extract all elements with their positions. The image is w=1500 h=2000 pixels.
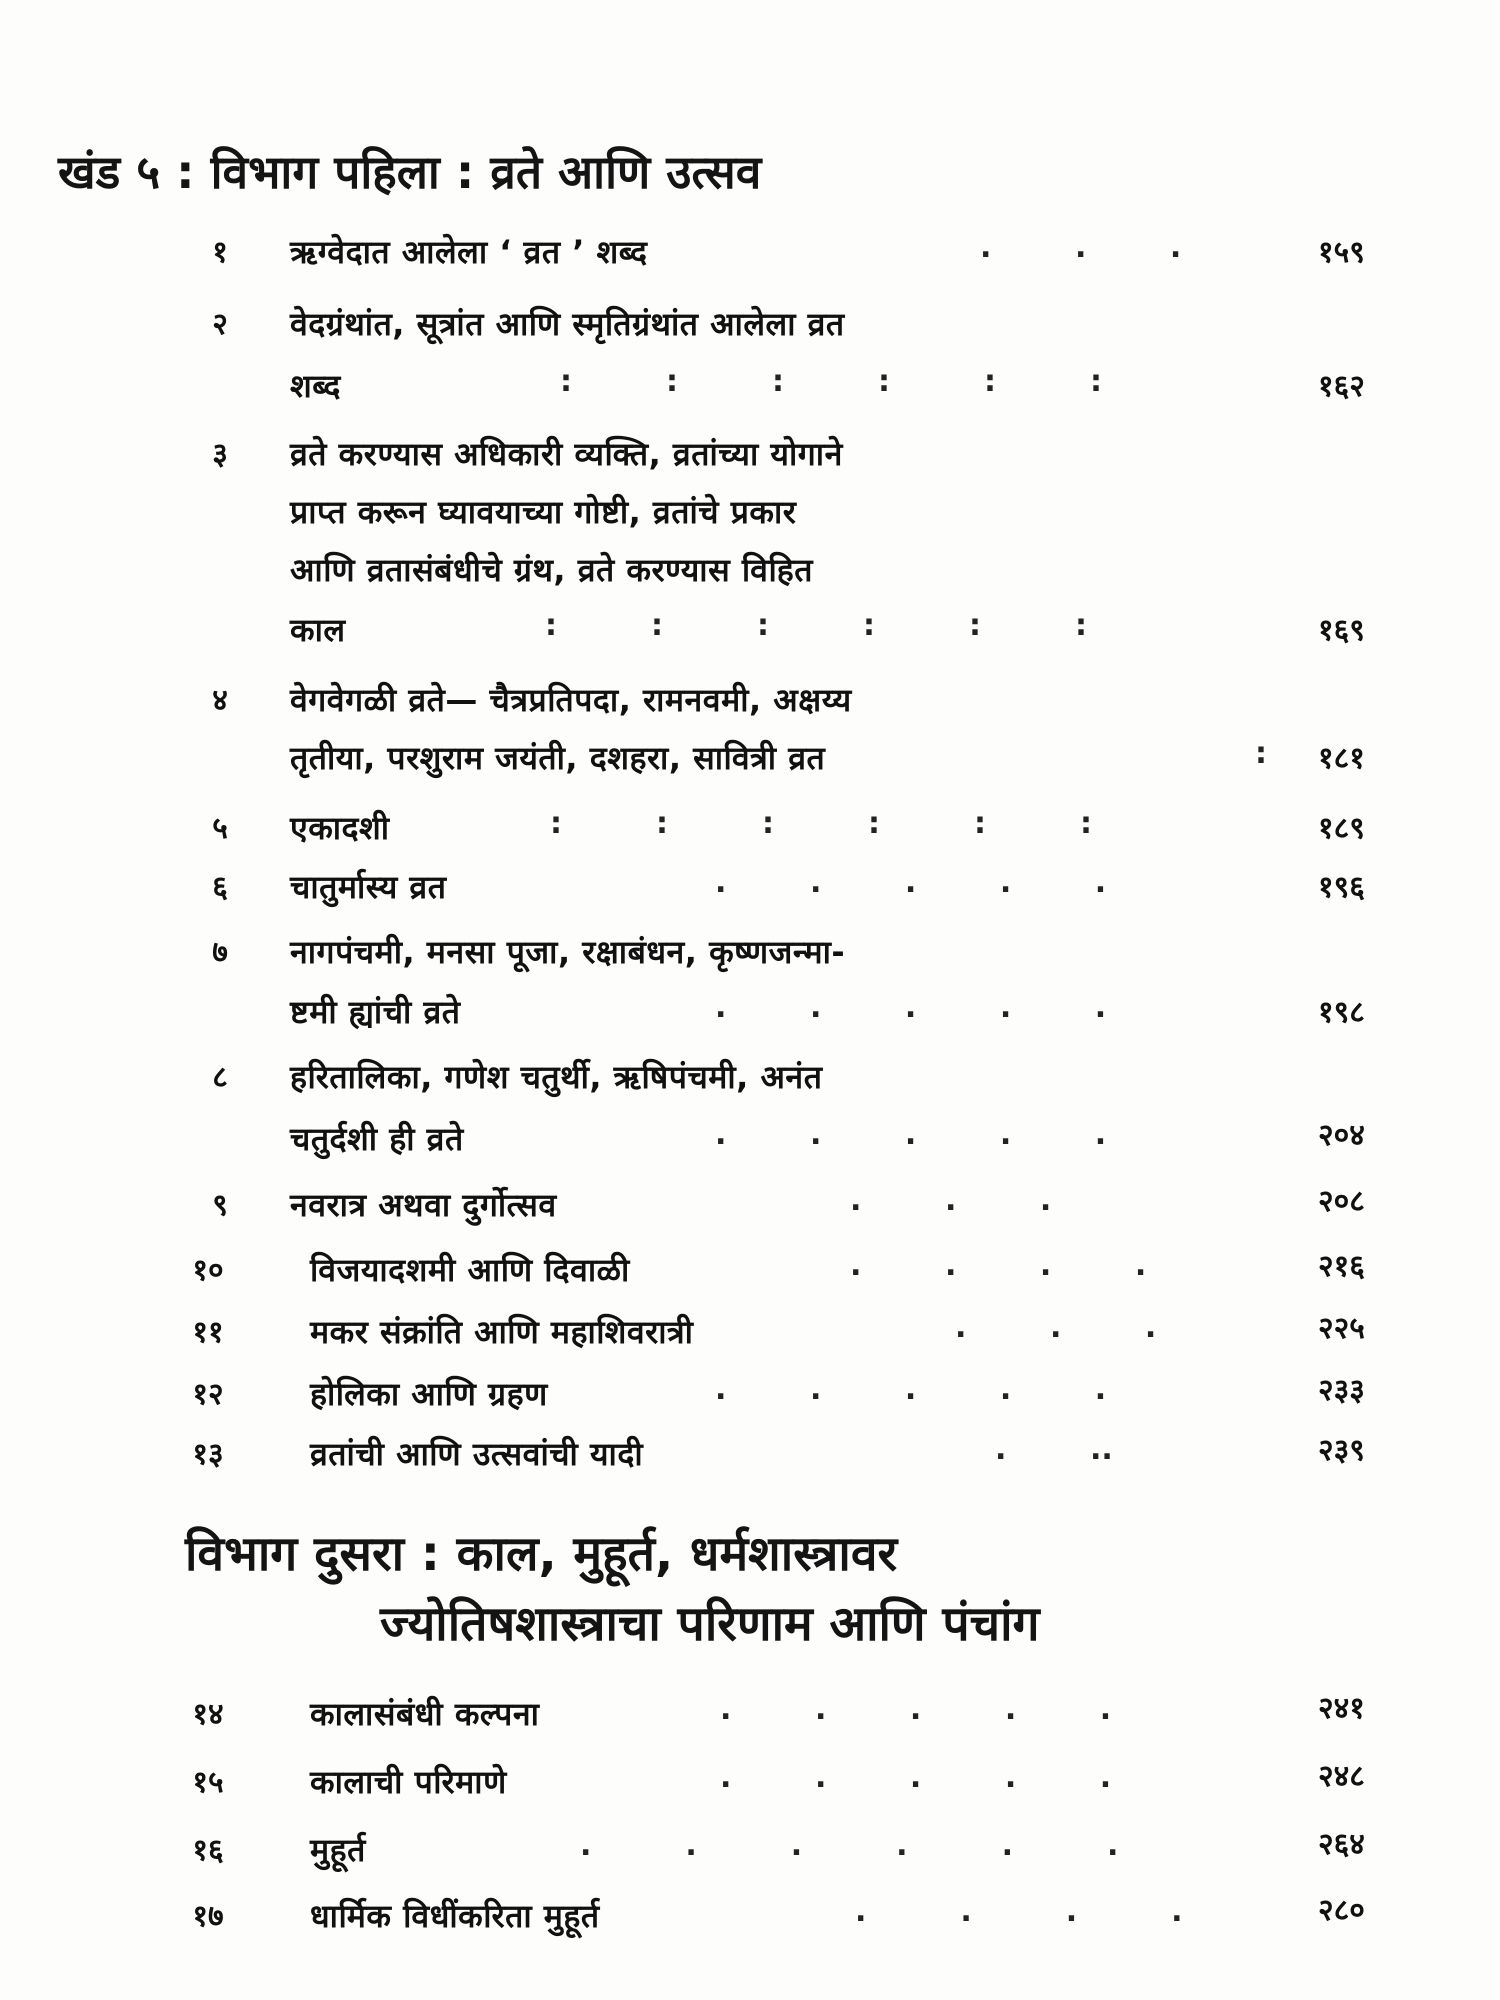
entry-number: ९	[212, 1188, 228, 1223]
entry-number: १६	[192, 1833, 224, 1868]
dot-leader: . . . . .	[715, 1372, 1107, 1407]
entry-number: २	[212, 307, 228, 342]
entry-title-line: कालासंबंधी कल्पना	[310, 1695, 540, 1733]
entry-title-line: हरितालिका, गणेश चतुर्थी, ऋषिपंचमी, अनंत	[290, 1058, 823, 1096]
entry-number: १४	[192, 1697, 224, 1732]
entry-title-line: काल	[290, 611, 346, 649]
entry-page-number: २४१	[1318, 1691, 1365, 1726]
entry-page-number: २३३	[1318, 1373, 1365, 1408]
entry-page-number: १८९	[1318, 811, 1365, 846]
entry-page-number: २३९	[1318, 1433, 1365, 1468]
entry-page-number: २०८	[1318, 1184, 1365, 1219]
entry-page-number: १६९	[1318, 613, 1365, 648]
entry-number: १२	[192, 1377, 224, 1412]
section-2-heading-line-1: विभाग दुसरा : काल, मुहूर्त, धर्मशास्त्रावर	[185, 1526, 898, 1582]
section-1-heading: खंड ५ : विभाग पहिला : व्रते आणि उत्सव	[58, 145, 762, 199]
dot-leader: . . . . .	[715, 990, 1107, 1025]
dot-leader: . . .	[850, 1183, 1052, 1218]
entry-title-line: नवरात्र अथवा दुर्गोत्सव	[290, 1186, 557, 1224]
entry-title-line: ऋग्वेदात आलेला ‘ व्रत ’ शब्द	[290, 233, 648, 271]
entry-page-number: १८१	[1318, 741, 1365, 776]
entry-title-line: प्राप्त करून घ्यावयाच्या गोष्टी, व्रतांचे प्रकार	[290, 493, 797, 531]
entry-title-line: व्रतांची आणि उत्सवांची यादी	[310, 1435, 644, 1473]
entry-number: १०	[192, 1253, 224, 1288]
entry-title-line: एकादशी	[290, 809, 390, 847]
entry-title-line: वेगवेगळी व्रते— चैत्रप्रतिपदा, रामनवमी, अक्षय्य	[290, 681, 852, 719]
dot-leader: : : : : : :	[550, 806, 1092, 841]
dot-leader: . . . .	[855, 1894, 1183, 1929]
dot-leader: :	[1255, 736, 1267, 771]
entry-title-line: नागपंचमी, मनसा पूजा, रक्षाबंधन, कृष्णजन्मा-	[290, 933, 846, 971]
entry-number: १५	[192, 1765, 224, 1800]
entry-number: ५	[212, 811, 228, 846]
entry-title-line: वेदग्रंथांत, सूत्रांत आणि स्मृतिग्रंथांत आलेला व्रत	[290, 305, 845, 343]
dot-leader: : : : : : :	[545, 608, 1087, 643]
section-2-heading-line-2: ज्योतिषशास्त्राचा परिणाम आणि पंचांग	[380, 1596, 1040, 1652]
entry-title-line: शब्द	[290, 367, 341, 405]
entry-title-line: विजयादशमी आणि दिवाळी	[310, 1251, 630, 1289]
entry-number: १७	[192, 1899, 224, 1934]
entry-title-line: मुहूर्त	[310, 1831, 366, 1869]
entry-title-line: व्रते करण्यास अधिकारी व्यक्ति, व्रतांच्या योगाने	[290, 435, 843, 473]
dot-leader: . . . . .	[715, 865, 1107, 900]
dot-leader: . . . . .	[720, 1692, 1112, 1727]
entry-title-line: धार्मिक विधींकरिता मुहूर्त	[310, 1897, 600, 1935]
entry-title-line: तृतीया, परशुराम जयंती, दशहरा, सावित्री व्रत	[290, 739, 826, 777]
dot-leader: . . . . . .	[580, 1828, 1119, 1863]
entry-number: ३	[212, 437, 228, 472]
dot-leader: . ..	[995, 1432, 1113, 1467]
dot-leader: . . . . .	[720, 1760, 1112, 1795]
entry-page-number: १९८	[1318, 995, 1365, 1030]
dot-leader: : : : : : :	[560, 364, 1102, 399]
entry-page-number: २८०	[1318, 1893, 1365, 1928]
entry-number: ७	[212, 935, 228, 970]
entry-title-line: कालाची परिमाणे	[310, 1763, 507, 1801]
entry-title-line: आणि व्रतासंबंधीचे ग्रंथ, व्रते करण्यास विहित	[290, 551, 813, 589]
entry-title-line: चतुर्दशी ही व्रते	[290, 1120, 464, 1158]
entry-number: १	[212, 235, 228, 270]
entry-page-number: १६२	[1318, 369, 1365, 404]
dot-leader: . . . .	[850, 1248, 1147, 1283]
entry-number: १३	[192, 1437, 224, 1472]
dot-leader: . . .	[980, 230, 1182, 265]
entry-page-number: २०४	[1318, 1118, 1365, 1153]
entry-page-number: २१६	[1318, 1249, 1365, 1284]
entry-number: ११	[192, 1315, 224, 1350]
entry-page-number: १५९	[1318, 235, 1365, 270]
entry-page-number: १९६	[1318, 870, 1365, 905]
entry-page-number: २४८	[1318, 1759, 1365, 1794]
entry-number: ६	[212, 870, 228, 905]
entry-title-line: ष्टमी ह्यांची व्रते	[290, 993, 461, 1031]
dot-leader: . . .	[955, 1310, 1157, 1345]
entry-page-number: २६४	[1318, 1827, 1365, 1862]
entry-page-number: २२५	[1318, 1311, 1365, 1346]
entry-title-line: होलिका आणि ग्रहण	[310, 1375, 548, 1413]
dot-leader: . . . . .	[715, 1117, 1107, 1152]
entry-title-line: चातुर्मास्य व्रत	[290, 868, 447, 906]
entry-number: ८	[212, 1060, 228, 1095]
entry-title-line: मकर संक्रांति आणि महाशिवरात्री	[310, 1313, 694, 1351]
entry-number: ४	[212, 683, 228, 718]
